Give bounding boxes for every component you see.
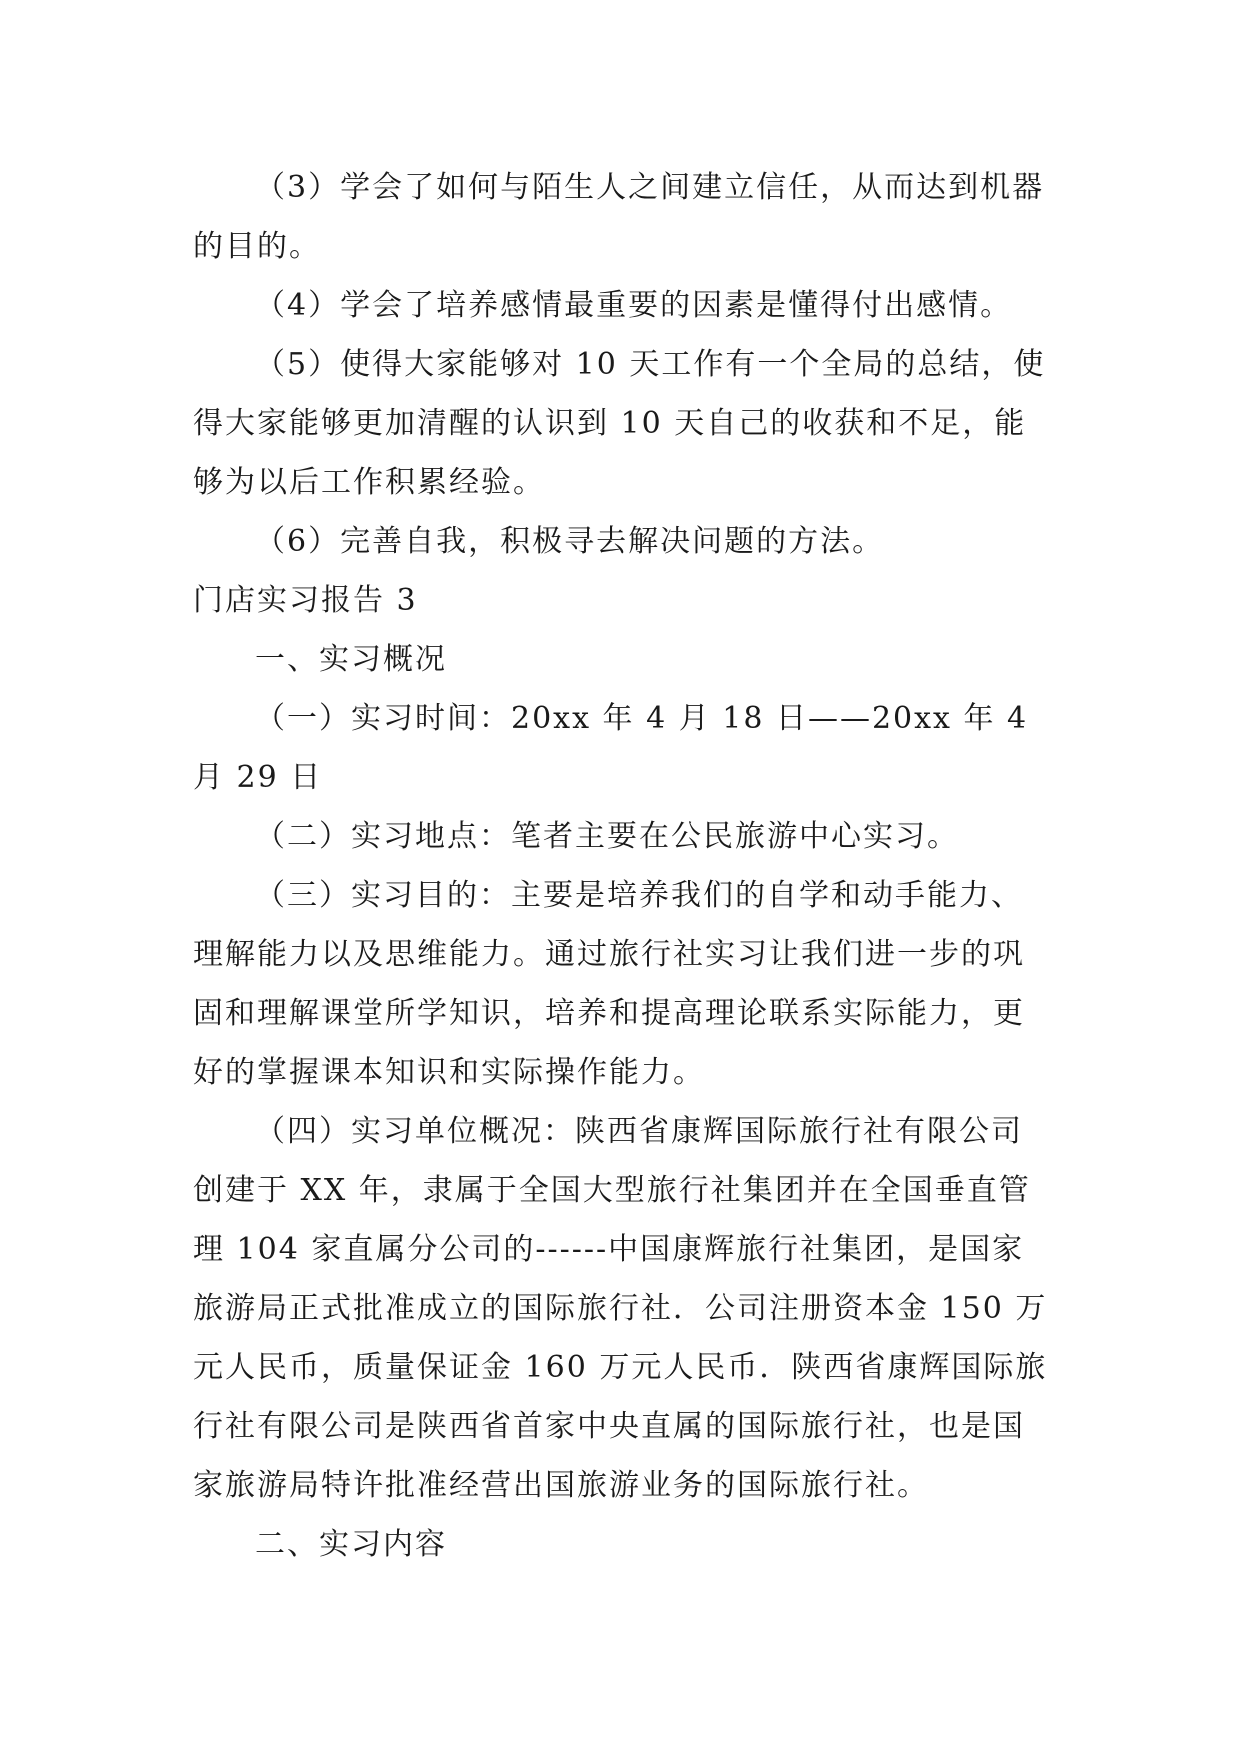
section-title: 门店实习报告 3 — [193, 583, 418, 618]
paragraph-3: （3）学会了如何与陌生人之间建立信任，从而达到机器的目的。 — [193, 170, 1045, 264]
section-heading-overview: 一、实习概况 — [255, 642, 447, 677]
internship-time: （一）实习时间：20xx 年 4 月 18 日——20xx 年 4 月 29 日 — [193, 701, 1029, 795]
paragraph-5: （5）使得大家能够对 10 天工作有一个全局的总结，使得大家能够更加清醒的认识到 10 天自己的收获和不足，能够为以后工作积累经验。 — [193, 347, 1046, 500]
company-overview: （四）实习单位概况：陕西省康辉国际旅行社有限公司创建于 XX 年，隶属于全国大型旅行社集团并在全国垂直管理 104 家直属分公司的------中国康辉旅行社集团，是国家旅游局正式批准成立的国际旅行社．公司注册资本金 150 万元人民币，质量保证金 160 万元人民币．陕西省康辉国际旅行社有限公司是陕西省首家中央直属的国际旅行社，也是国家旅游局特许批准经营出国旅游业务的国际旅行社。 — [193, 1114, 1048, 1503]
internship-purpose: （三）实习目的：主要是培养我们的自学和动手能力、理解能力以及思维能力。通过旅行社实习让我们进一步的巩固和理解课堂所学知识，培养和提高理论联系实际能力，更好的掌握课本知识和实际操作能力。 — [193, 878, 1025, 1090]
section-heading-content: 二、实习内容 — [255, 1527, 447, 1562]
paragraph-6: （6）完善自我，积极寻去解决问题的方法。 — [255, 524, 885, 559]
paragraph-4: （4）学会了培养感情最重要的因素是懂得付出感情。 — [255, 288, 1013, 323]
document-body — [193, 158, 1053, 1574]
internship-location: （二）实习地点：笔者主要在公民旅游中心实习。 — [255, 819, 959, 854]
